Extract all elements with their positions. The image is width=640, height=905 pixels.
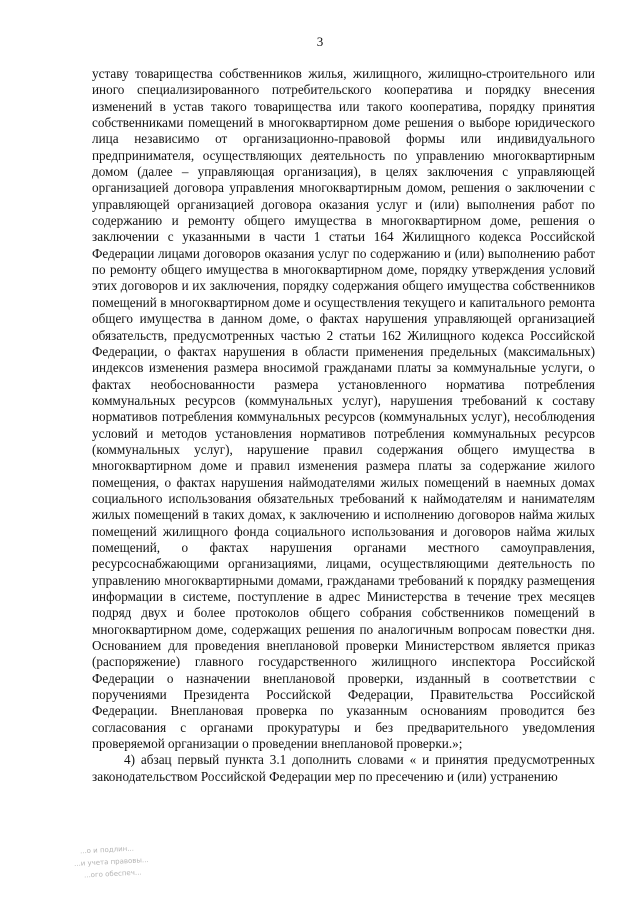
paragraph-amendment-4: 4) абзац первый пункта 3.1 дополнить словами « и принятия предусмотренных законодательством Российской Федерации мер по пресечению и (или) устранению <box>92 752 595 784</box>
page-number: 3 <box>316 34 324 49</box>
stamp-line: ...ого обеспеч... <box>83 868 142 880</box>
stamp-line: ...и учета правовы... <box>73 856 149 868</box>
paragraph-continuation: уставу товарищества собственников жилья, жилищного, жилищно-строительного или иного специализированного потребительского кооператива и порядку внесения изменений в устав такого товарищества или такого кооператива, порядку принятия собственниками помещений в многоквартирном доме решения о выборе юридического лица независимо от организационно-правовой формы или индивидуального предпринимателя, осуществляющих деятельность по управлению многоквартирным домом (далее – управляющая организация), в целях заключения с управляющей организацией договора управления многоквартирным домом, решения о заключении с управляющей организацией договора оказания услуг и (или) выполнения работ по содержанию и ремонту общего имущества в многоквартирном доме, решения о заключении с указанными в части 1 статьи 164 Жилищного кодекса Российской Федерации лицами договоров оказания услуг по содержанию и (или) выполнению работ по ремонту общего имущества в многоквартирном доме, порядку утверждения условий этих договоров и их заключения, порядку содержания общего имущества собственников помещений в многоквартирном доме и осуществления текущего и капитального ремонта общего имущества в данном доме, о фактах нарушения управляющей организацией обязательств, предусмотренных частью 2 статьи 162 Жилищного кодекса Российской Федерации, о фактах нарушения в области применения предельных (максимальных) индексов изменения размера вносимой гражданами платы за коммунальные услуги, о фактах необоснованности размера установленного норматива потребления коммунальных ресурсов (коммунальных услуг), нарушения требований к составу нормативов потребления коммунальных ресурсов (коммунальных услуг), несоблюдения условий и методов установления нормативов потребления коммунальных ресурсов (коммунальных услуг), нарушение правил содержания общего имущества в многоквартирном доме и правил изменения размера платы за содержание жилого помещения, о фактах нарушения наймодателями жилых помещений в наемных домах социального использования обязательных требований к наймодателям и нанимателям жилых помещений в таких домах, к заключению и исполнению договоров найма жилых помещений жилищного фонда социального использования и договоров найма жилых помещений, о фактах нарушения органами местного самоуправления, ресурсоснабжающими организациями, лицами, осуществляющими деятельность по управлению многоквартирными домами, гражданами требований к порядку размещения информации в системе, поступление в адрес Министерства в течение трех месяцев подряд двух и более протоколов общего собрания собственников помещений в многоквартирном доме, содержащих решения по аналогичным вопросам повестки дня. Основанием для проведения внеплановой проверки Министерством является приказ (распоряжение) главного государственного жилищного инспектора Российской Федерации о назначении внеплановой проверки, изданный в соответствии с поручениями Президента Российской Федерации, Правительства Российской Федерации. Внеплановая проверка по указанным основаниям проводится без согласования с органами прокуратуры и без предварительного уведомления проверяемой организации о проведении внеплановой проверки.»; <box>92 66 595 752</box>
faded-stamp <box>72 842 182 886</box>
document-body <box>92 66 595 785</box>
stamp-line: ...о и подлин... <box>79 844 135 856</box>
